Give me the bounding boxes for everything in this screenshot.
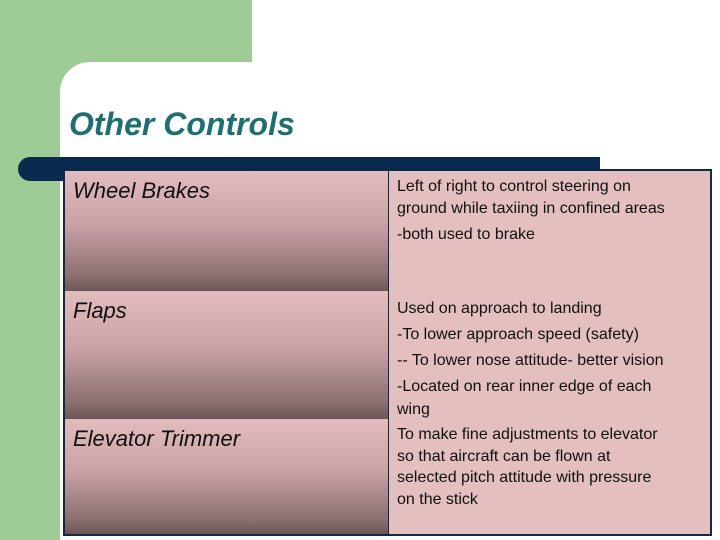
term-label: Flaps (73, 298, 127, 323)
description-line: -Located on rear inner edge of each (397, 378, 652, 395)
term-label: Wheel Brakes (73, 178, 210, 203)
term-label: Elevator Trimmer (73, 426, 241, 451)
description-cell (389, 171, 710, 291)
description-line: on the stick (397, 490, 478, 508)
description-text (397, 176, 709, 247)
controls-table (63, 169, 712, 536)
term-cell (65, 171, 389, 291)
description-line: Used on approach to landing (397, 300, 602, 317)
description-line: -- To lower nose attitude- better vision (397, 352, 664, 369)
term-cell (65, 291, 389, 419)
description-cell (389, 419, 710, 534)
description-line: To make fine adjustments to elevator (397, 426, 658, 443)
description-line: ground while taxiing in confined areas (397, 200, 665, 217)
description-line: so that aircraft can be flown at (397, 447, 611, 465)
term-cell (65, 419, 389, 534)
description-line: selected pitch attitude with pressure (397, 469, 652, 486)
description-cell (389, 291, 710, 419)
table-row (65, 419, 710, 534)
description-line: wing (397, 401, 430, 418)
description-line: Left of right to control steering on (397, 178, 631, 195)
slide-title: Other Controls (69, 106, 295, 142)
description-text (397, 424, 709, 510)
table-row (65, 291, 710, 420)
description-line: -To lower approach speed (safety) (397, 326, 639, 343)
table-row (65, 171, 710, 292)
description-line: -both used to brake (397, 226, 535, 243)
description-text (397, 296, 709, 420)
